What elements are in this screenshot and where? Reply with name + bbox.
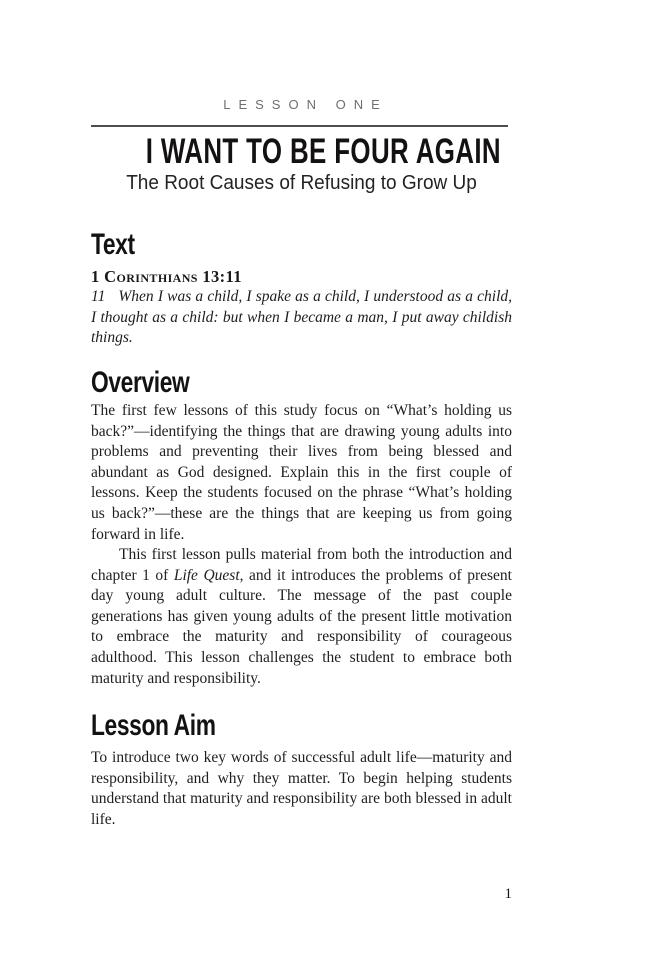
overview-paragraph-2-tail: , and it introduces the problems of present day young adult culture. The message of the past couple generations has given young adults of the present little motivation to embrace the maturity and responsibility of courageous adulthood. This lesson challenges the student to embrace both maturity and responsibility.	[91, 566, 512, 687]
scripture-reference: 1 Corinthians 13:11	[91, 267, 242, 286]
lesson-eyebrow: LESSON ONE	[223, 97, 388, 112]
section-heading-overview: Overview	[91, 366, 190, 399]
lesson-aim-paragraph: To introduce two key words of successful adult life—maturity and responsibility, and why they matter. To begin helping students understand that maturity and responsibility are both blessed in adult life.	[91, 749, 512, 828]
book-title-life-quest: Life Quest	[173, 566, 240, 584]
page-number: 1	[504, 886, 512, 902]
page-content-column	[91, 0, 512, 959]
overview-paragraph-2-lead: This first lesson pulls material from both the introduction and chapter 1 of	[91, 546, 512, 584]
lesson-title: I WANT TO BE FOUR AGAIN	[145, 132, 502, 171]
verse-text: When I was a child, I spake as a child, I understood as a child, I thought as a child: but when I became a man, I put away childish things.	[91, 288, 512, 346]
lesson-subtitle: The Root Causes of Refusing to Grow Up	[126, 172, 477, 194]
overview-paragraph-2	[91, 545, 512, 689]
section-heading-text: Text	[91, 228, 135, 261]
header-rule	[91, 125, 508, 127]
section-heading-lesson-aim: Lesson Aim	[91, 709, 216, 742]
verse-paragraph	[91, 287, 512, 349]
overview-paragraph-1: The first few lessons of this study focus on “What’s holding us back?”—identifying the things that are drawing young adults into problems and preventing their lives from being blessed and abundant as God designed. Explain this in the first couple of lessons. Keep the students focused on the phrase “What’s holding us back?”—these are the things that are keeping us from going forward in life.	[91, 402, 512, 543]
verse-number: 11	[91, 288, 106, 305]
